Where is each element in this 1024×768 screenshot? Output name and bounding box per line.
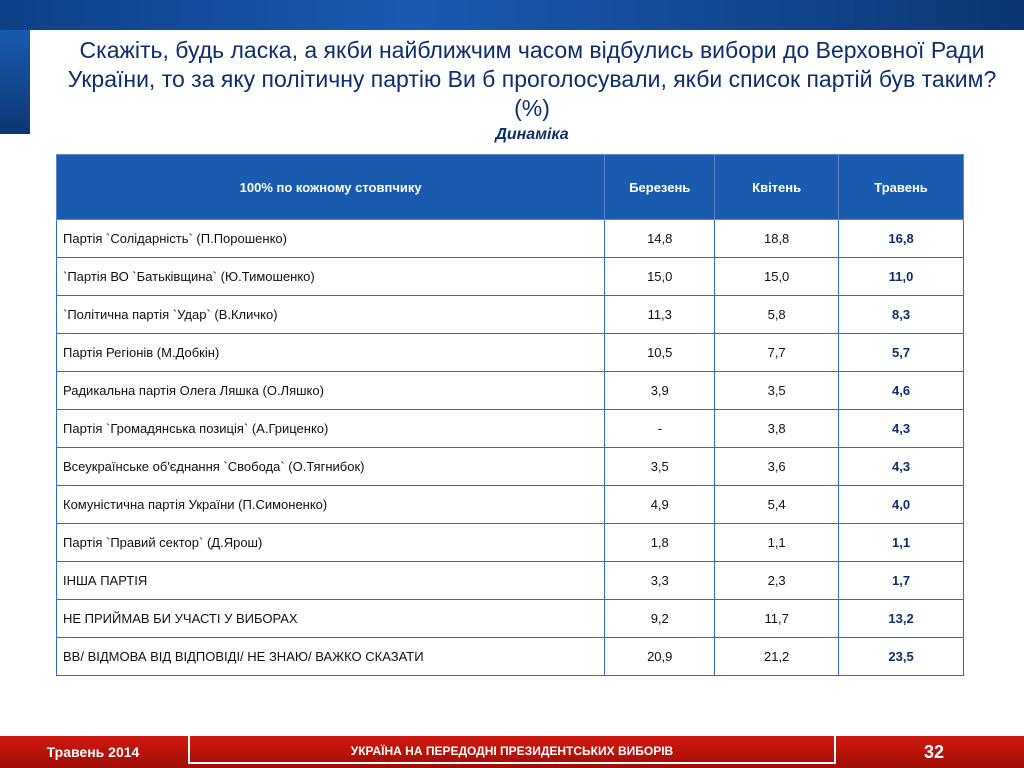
party-name: Всеукраїнське об'єднання `Свобода` (О.Тягнибок): [57, 448, 605, 486]
table-row: [57, 372, 964, 410]
may-value: 1,7: [839, 562, 964, 600]
party-name: НЕ ПРИЙМАВ БИ УЧАСТІ У ВИБОРАХ: [57, 600, 605, 638]
may-value: 11,0: [839, 258, 964, 296]
column-header-may: Травень: [839, 155, 964, 220]
table-row: [57, 600, 964, 638]
party-name: `Партія ВО `Батьківщина` (Ю.Тимошенко): [57, 258, 605, 296]
table-row: [57, 524, 964, 562]
may-value: 4,3: [839, 448, 964, 486]
may-value: 1,1: [839, 524, 964, 562]
column-header-party: 100% по кожному стовпчику: [57, 155, 605, 220]
table-row: [57, 486, 964, 524]
column-header-march: Березень: [605, 155, 715, 220]
may-value: 23,5: [839, 638, 964, 676]
march-value: 10,5: [605, 334, 715, 372]
may-value: 16,8: [839, 220, 964, 258]
may-value: 13,2: [839, 600, 964, 638]
footer-project-title: УКРАЇНА НА ПЕРЕДОДНІ ПРЕЗИДЕНТСЬКИХ ВИБОРІВ: [188, 736, 836, 764]
april-value: 15,0: [715, 258, 839, 296]
table-row: [57, 258, 964, 296]
may-value: 5,7: [839, 334, 964, 372]
left-decor-bar: [0, 30, 30, 134]
table-row: [57, 638, 964, 676]
table-row: [57, 448, 964, 486]
slide-subtitle: Динаміка: [495, 126, 569, 143]
may-value: 8,3: [839, 296, 964, 334]
march-value: 4,9: [605, 486, 715, 524]
table-row: [57, 296, 964, 334]
march-value: 11,3: [605, 296, 715, 334]
party-name: Радикальна партія Олега Ляшка (О.Ляшко): [57, 372, 605, 410]
party-name: ІНША ПАРТІЯ: [57, 562, 605, 600]
table-row: [57, 410, 964, 448]
top-decor-bar: [0, 0, 1024, 30]
party-name: Партія `Солідарність` (П.Порошенко): [57, 220, 605, 258]
table-row: [57, 220, 964, 258]
april-value: 5,8: [715, 296, 839, 334]
april-value: 21,2: [715, 638, 839, 676]
may-value: 4,0: [839, 486, 964, 524]
footer-date: Травень 2014: [46, 744, 140, 760]
column-header-april: Квітень: [715, 155, 839, 220]
march-value: 3,3: [605, 562, 715, 600]
april-value: 3,8: [715, 410, 839, 448]
march-value: 3,5: [605, 448, 715, 486]
march-value: 15,0: [605, 258, 715, 296]
march-value: 14,8: [605, 220, 715, 258]
may-value: 4,6: [839, 372, 964, 410]
footer-bar: [0, 736, 1024, 768]
party-name: ВВ/ ВІДМОВА ВІД ВІДПОВІДІ/ НЕ ЗНАЮ/ ВАЖКО СКАЗАТИ: [57, 638, 605, 676]
may-value: 4,3: [839, 410, 964, 448]
table-header-row: [57, 155, 964, 220]
march-value: 9,2: [605, 600, 715, 638]
march-value: 3,9: [605, 372, 715, 410]
april-value: 18,8: [715, 220, 839, 258]
march-value: 1,8: [605, 524, 715, 562]
april-value: 5,4: [715, 486, 839, 524]
table-row: [57, 562, 964, 600]
april-value: 3,6: [715, 448, 839, 486]
party-name: Партія Регіонів (М.Добкін): [57, 334, 605, 372]
april-value: 3,5: [715, 372, 839, 410]
page-number: 32: [923, 741, 944, 762]
april-value: 1,1: [715, 524, 839, 562]
april-value: 7,7: [715, 334, 839, 372]
april-value: 11,7: [715, 600, 839, 638]
party-name: Партія `Правий сектор` (Д.Ярош): [57, 524, 605, 562]
results-table: [56, 154, 964, 676]
party-name: Комуністична партія України (П.Симоненко): [57, 486, 605, 524]
party-name: Партія `Громадянська позиція` (А.Гриценко): [57, 410, 605, 448]
april-value: 2,3: [715, 562, 839, 600]
march-value: -: [605, 410, 715, 448]
slide-title: Скажіть, будь ласка, а якби найближчим часом відбулись вибори до Верховної Ради України, то за яку політичну партію Ви б проголосували, якби список партій був таким? (%): [67, 37, 997, 121]
march-value: 20,9: [605, 638, 715, 676]
table-row: [57, 334, 964, 372]
party-name: `Політична партія `Удар` (В.Кличко): [57, 296, 605, 334]
